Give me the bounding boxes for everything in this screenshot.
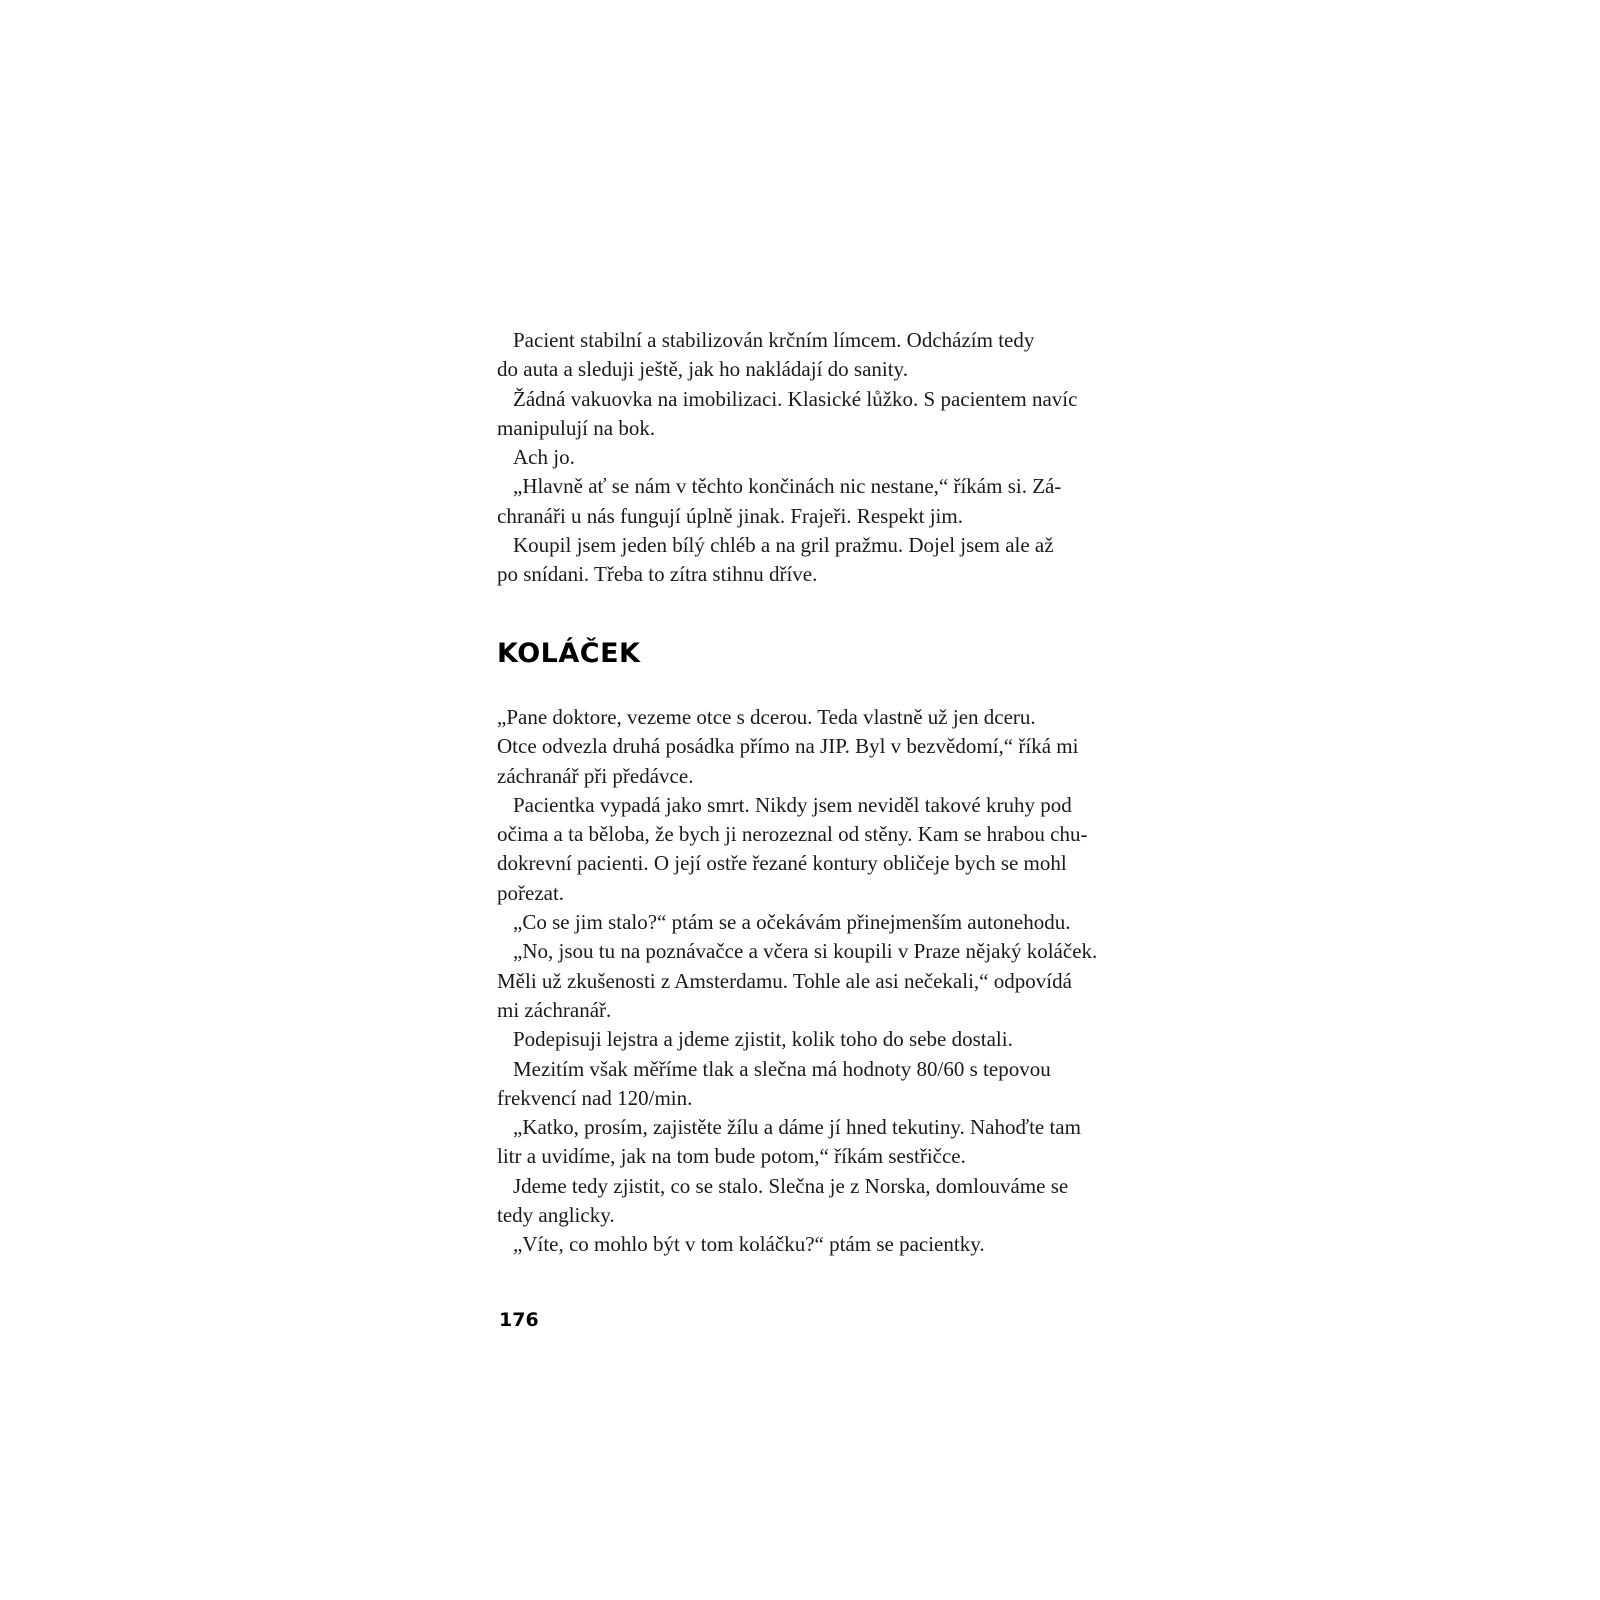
- text-line: záchranář při předávce.: [497, 763, 694, 788]
- text-line: Podepisuji lejstra a jdeme zjistit, kolik toho do sebe dostali.: [513, 1027, 1013, 1052]
- text-line: „No, jsou tu na poznávačce a včera si koupili v Praze nějaký koláček.: [513, 939, 1098, 964]
- text-line: „Víte, co mohlo být v tom koláčku?“ ptám se pacientky.: [513, 1232, 985, 1257]
- page-number: 176: [499, 1309, 539, 1331]
- text-line: „Co se jim stalo?“ ptám se a očekávám přinejmenším autonehodu.: [513, 910, 1071, 935]
- text-line: „Katko, prosím, zajistěte žílu a dáme jí hned tekutiny. Nahoďte tam: [513, 1115, 1081, 1140]
- text-line: manipulují na bok.: [497, 415, 656, 440]
- text-line: po snídani. Třeba to zítra stihnu dříve.: [497, 562, 818, 587]
- text-line: Ach jo.: [513, 445, 575, 470]
- text-line: očima a ta běloba, že bych ji nerozeznal od stěny. Kam se hrabou chu-: [497, 822, 1088, 847]
- chapter-heading: KOLÁČEK: [497, 638, 641, 669]
- text-line: Měli už zkušenosti z Amsterdamu. Tohle ale asi nečekali,“ odpovídá: [497, 968, 1072, 993]
- text-line: Otce odvezla druhá posádka přímo na JIP. Byl v bezvědomí,“ říká mi: [497, 734, 1079, 759]
- text-line: Mezitím však měříme tlak a slečna má hodnoty 80/60 s tepovou: [513, 1056, 1051, 1081]
- text-line: tedy anglicky.: [497, 1203, 615, 1228]
- text-line: frekvencí nad 120/min.: [497, 1085, 693, 1110]
- text-line: Koupil jsem jeden bílý chléb a na gril pražmu. Dojel jsem ale až: [513, 533, 1054, 558]
- text-line: Jdeme tedy zjistit, co se stalo. Slečna je z Norska, domlouváme se: [513, 1173, 1069, 1198]
- text-line: pořezat.: [497, 880, 565, 905]
- text-line: „Hlavně ať se nám v těchto končinách nic nestane,“ říkám si. Zá-: [513, 474, 1062, 499]
- text-line: do auta a sleduji ještě, jak ho nakládají do sanity.: [497, 357, 908, 382]
- text-line: litr a uvidíme, jak na tom bude potom,“ říkám sestřičce.: [497, 1144, 966, 1169]
- text-line: Žádná vakuovka na imobilizaci. Klasické lůžko. S pacientem navíc: [513, 386, 1078, 411]
- text-line: mi záchranář.: [497, 997, 612, 1022]
- text-line: Pacient stabilní a stabilizován krčním límcem. Odcházím tedy: [513, 328, 1035, 352]
- chapter-body-text: [497, 703, 1117, 1260]
- text-line: Pacientka vypadá jako smrt. Nikdy jsem neviděl takové kruhy pod: [513, 792, 1072, 817]
- text-line: dokrevní pacienti. O její ostře řezané kontury obličeje bych se mohl: [497, 851, 1067, 876]
- text-line: chranáři u nás fungují úplně jinak. Frajeři. Respekt jim.: [497, 503, 963, 528]
- section-one-text: [497, 326, 1117, 590]
- text-line: „Pane doktore, vezeme otce s dcerou. Teda vlastně už jen dceru.: [497, 705, 1036, 729]
